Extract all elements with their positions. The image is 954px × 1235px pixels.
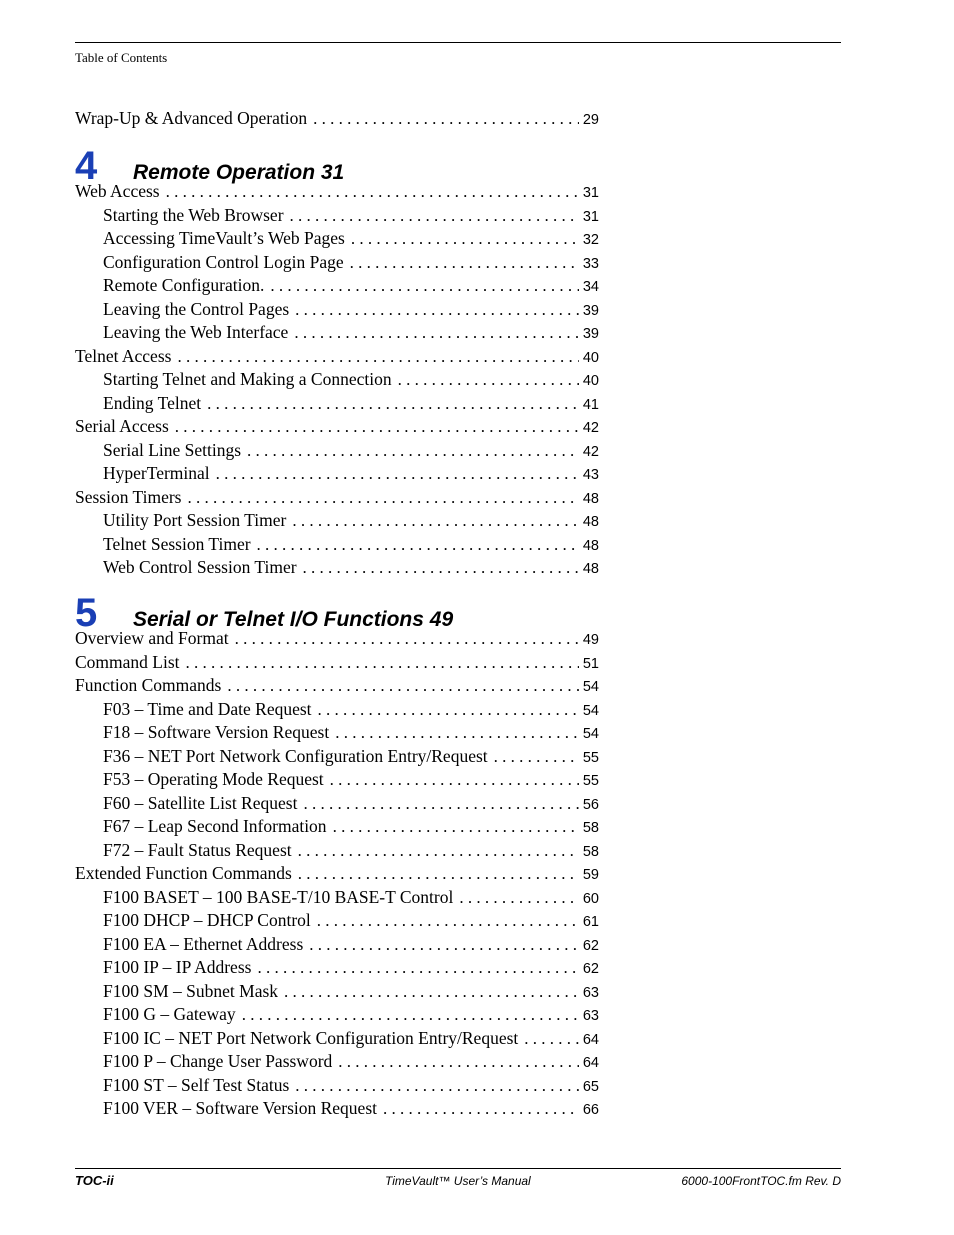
toc-entry[interactable] bbox=[103, 721, 599, 743]
toc-entry-page: 60 bbox=[582, 890, 599, 907]
toc-entry[interactable] bbox=[103, 368, 599, 390]
toc-entry-title: F100 IC – NET Port Network Configuration Entry/Request bbox=[103, 1027, 519, 1048]
toc-entry-page: 31 bbox=[582, 185, 599, 201]
chapter-number: 5 bbox=[75, 591, 98, 635]
toc-entry-title: Remote Configuration. bbox=[103, 275, 265, 295]
toc-entry-title: F18 – Software Version Request bbox=[103, 722, 330, 742]
toc-entry[interactable] bbox=[103, 933, 599, 955]
toc-entry-page: 54 bbox=[582, 702, 599, 719]
toc-entry-title: F53 – Operating Mode Request bbox=[103, 769, 324, 789]
dot-leader bbox=[251, 957, 578, 978]
dot-leader bbox=[392, 369, 579, 390]
toc-entry-page: 48 bbox=[582, 561, 599, 577]
toc-entry-page: 48 bbox=[582, 537, 599, 554]
toc-entry-title: F100 EA – Ethernet Address bbox=[103, 933, 304, 954]
toc-entry-title: Command List bbox=[75, 651, 180, 672]
toc-entry-page: 55 bbox=[582, 749, 599, 766]
toc-entry[interactable] bbox=[103, 298, 599, 320]
toc-entry-title: Function Commands bbox=[75, 675, 222, 695]
toc-entry-page: 55 bbox=[582, 773, 599, 789]
running-head: Table of Contents bbox=[75, 50, 168, 65]
toc-entry-page: 48 bbox=[582, 490, 599, 507]
toc-entry[interactable] bbox=[103, 462, 599, 484]
toc-entry-title: F100 P – Change User Password bbox=[103, 1051, 333, 1071]
toc-entry-title: F36 – NET Port Network Configuration Entry/Request bbox=[103, 745, 488, 766]
toc-entry-page: 63 bbox=[582, 984, 599, 1001]
toc-entry[interactable] bbox=[103, 956, 599, 978]
toc-entry[interactable] bbox=[103, 980, 599, 1002]
footer-manual-title: TimeVault™ User’s Manual bbox=[385, 1174, 531, 1188]
dot-leader bbox=[182, 487, 579, 508]
toc-entry-title: Session Timers bbox=[75, 486, 182, 507]
toc-entry-title: F03 – Time and Date Request bbox=[103, 698, 312, 719]
dot-leader bbox=[169, 416, 579, 437]
dot-leader bbox=[236, 1004, 579, 1025]
footer-page-number: TOC-ii bbox=[75, 1173, 114, 1188]
toc-entry[interactable] bbox=[103, 1027, 599, 1049]
toc-entry-page: 41 bbox=[582, 396, 599, 413]
toc-entry-page: 54 bbox=[582, 726, 599, 742]
dot-leader bbox=[229, 628, 579, 649]
toc-entry[interactable] bbox=[75, 486, 599, 508]
chapter-number: 4 bbox=[75, 144, 98, 188]
toc-entry-page: 48 bbox=[582, 514, 599, 530]
toc-entry[interactable] bbox=[103, 556, 599, 578]
dot-leader bbox=[297, 557, 579, 578]
toc-entry[interactable] bbox=[103, 792, 599, 814]
toc-entry-title: Configuration Control Login Page bbox=[103, 251, 344, 272]
toc-entry-title: Serial Line Settings bbox=[103, 439, 242, 460]
toc-entry-page: 62 bbox=[582, 961, 599, 977]
toc-entry-page: 64 bbox=[582, 1055, 599, 1071]
toc-entry-page: 31 bbox=[582, 208, 599, 225]
toc-entry[interactable] bbox=[103, 1097, 599, 1119]
toc-entry-page: 64 bbox=[582, 1031, 599, 1048]
toc-entry[interactable] bbox=[103, 321, 599, 343]
toc-entry[interactable] bbox=[103, 439, 599, 461]
toc-entry-title: Web Access bbox=[75, 181, 160, 201]
toc-entry-title: Utility Port Session Timer bbox=[103, 510, 287, 530]
toc-entry[interactable] bbox=[103, 509, 599, 531]
toc-entry[interactable] bbox=[75, 651, 599, 673]
toc-entry[interactable] bbox=[75, 180, 599, 202]
dot-leader bbox=[292, 863, 579, 884]
toc-entry-page: 51 bbox=[582, 655, 599, 672]
dot-leader bbox=[307, 108, 579, 129]
toc-entry-page: 42 bbox=[582, 420, 599, 436]
dot-leader bbox=[312, 699, 579, 720]
toc-entry-title: F100 DHCP – DHCP Control bbox=[103, 910, 311, 930]
toc-entry[interactable] bbox=[75, 862, 599, 884]
dot-leader bbox=[180, 652, 579, 673]
toc-entry-title: F100 SM – Subnet Mask bbox=[103, 980, 279, 1001]
toc-entry-page: 32 bbox=[582, 232, 599, 248]
toc-entry-title: Web Control Session Timer bbox=[103, 557, 297, 577]
toc-entry-title: F100 ST – Self Test Status bbox=[103, 1074, 290, 1095]
toc-entry[interactable] bbox=[103, 227, 599, 249]
toc-entry-page: 56 bbox=[582, 796, 599, 813]
dot-leader bbox=[221, 675, 579, 696]
dot-leader bbox=[327, 816, 579, 837]
toc-entry[interactable] bbox=[103, 251, 599, 273]
toc-entry-title: F67 – Leap Second Information bbox=[103, 816, 327, 836]
footer-rule bbox=[75, 1168, 841, 1169]
dot-leader bbox=[324, 769, 579, 790]
toc-entry-page: 34 bbox=[582, 279, 599, 295]
dot-leader bbox=[311, 910, 579, 931]
toc-entry[interactable] bbox=[75, 627, 599, 649]
toc-entry-title: Serial Access bbox=[75, 416, 169, 436]
toc-entry[interactable] bbox=[103, 698, 599, 720]
toc-entry[interactable] bbox=[75, 345, 599, 367]
dot-leader bbox=[292, 840, 579, 861]
toc-entry-page: 58 bbox=[582, 820, 599, 836]
toc-entry-title: Starting the Web Browser bbox=[103, 204, 284, 225]
toc-entry-title: Wrap-Up & Advanced Operation bbox=[75, 108, 308, 128]
toc-entry-page: 40 bbox=[582, 349, 599, 366]
toc-entry-title: F100 G – Gateway bbox=[103, 1004, 236, 1024]
toc-entry-page: 33 bbox=[582, 255, 599, 272]
dot-leader bbox=[278, 981, 579, 1002]
toc-entry-page: 40 bbox=[582, 373, 599, 389]
toc-entry-page: 43 bbox=[582, 467, 599, 483]
toc-entry-page: 59 bbox=[582, 867, 599, 883]
toc-entry-page: 49 bbox=[582, 632, 599, 648]
toc-entry-title: Telnet Access bbox=[75, 345, 172, 366]
toc-entry-title: Ending Telnet bbox=[103, 392, 202, 413]
toc-entry-title: F100 IP – IP Address bbox=[103, 957, 252, 977]
toc-entry-page: 54 bbox=[582, 679, 599, 695]
toc-entry-page: 66 bbox=[582, 1102, 599, 1118]
toc-entry[interactable] bbox=[103, 1050, 599, 1072]
dot-leader bbox=[345, 228, 579, 249]
toc-entry-page: 29 bbox=[582, 112, 599, 128]
toc-entry-page: 62 bbox=[582, 937, 599, 954]
dot-leader bbox=[297, 793, 578, 814]
toc-entry[interactable] bbox=[103, 274, 599, 296]
dot-leader bbox=[303, 934, 579, 955]
toc-entry-title: Leaving the Control Pages bbox=[103, 298, 290, 319]
toc-entry[interactable] bbox=[103, 204, 599, 226]
toc-entry[interactable] bbox=[103, 815, 599, 837]
toc-entry-title: Telnet Session Timer bbox=[103, 533, 251, 554]
dot-leader bbox=[286, 510, 579, 531]
chapter-title: Serial or Telnet I/O Functions 49 bbox=[133, 608, 454, 631]
toc-entry[interactable] bbox=[75, 107, 599, 129]
toc-entry[interactable] bbox=[75, 674, 599, 696]
dot-leader bbox=[488, 746, 579, 767]
dot-leader bbox=[344, 252, 579, 273]
dot-leader bbox=[288, 322, 579, 343]
chapter-title: Remote Operation 31 bbox=[133, 161, 345, 184]
toc-entry-title: F60 – Satellite List Request bbox=[103, 792, 298, 813]
toc-entry-title: Extended Function Commands bbox=[75, 863, 292, 883]
dot-leader bbox=[251, 534, 579, 555]
dot-leader bbox=[377, 1098, 579, 1119]
toc-entry-page: 65 bbox=[582, 1078, 599, 1095]
toc-entry[interactable] bbox=[103, 909, 599, 931]
dot-leader bbox=[332, 1051, 579, 1072]
toc-entry[interactable] bbox=[75, 415, 599, 437]
dot-leader bbox=[329, 722, 579, 743]
toc-entry-page: 39 bbox=[582, 326, 599, 342]
dot-leader bbox=[210, 463, 579, 484]
dot-leader bbox=[284, 205, 579, 226]
toc-entry-page: 58 bbox=[582, 843, 599, 860]
toc-entry[interactable] bbox=[103, 533, 599, 555]
toc-entry[interactable] bbox=[103, 745, 599, 767]
dot-leader bbox=[171, 346, 578, 367]
toc-entry-title: F72 – Fault Status Request bbox=[103, 839, 292, 860]
toc-entry-page: 61 bbox=[582, 914, 599, 930]
toc-entry-title: Overview and Format bbox=[75, 628, 229, 648]
toc-entry-page: 42 bbox=[582, 443, 599, 460]
toc-entry-title: HyperTerminal bbox=[103, 463, 210, 483]
toc-entry-page: 63 bbox=[582, 1008, 599, 1024]
toc-entry-title: F100 VER – Software Version Request bbox=[103, 1098, 377, 1118]
dot-leader bbox=[241, 440, 579, 461]
dot-leader bbox=[453, 887, 579, 908]
toc-entry[interactable] bbox=[103, 392, 599, 414]
dot-leader bbox=[201, 393, 579, 414]
toc-entry[interactable] bbox=[103, 1003, 599, 1025]
dot-leader bbox=[264, 275, 578, 296]
toc-entry[interactable] bbox=[103, 886, 599, 908]
toc-entry[interactable] bbox=[103, 1074, 599, 1096]
dot-leader bbox=[518, 1028, 579, 1049]
toc-entry-title: Starting Telnet and Making a Connection bbox=[103, 369, 392, 389]
dot-leader bbox=[289, 299, 579, 320]
toc-entry-page: 39 bbox=[582, 302, 599, 319]
toc-entry[interactable] bbox=[103, 839, 599, 861]
toc-entry-title: F100 BASET – 100 BASE-T/10 BASE-T Control bbox=[103, 886, 454, 907]
dot-leader bbox=[289, 1075, 579, 1096]
dot-leader bbox=[160, 181, 579, 202]
toc-entry-title: Leaving the Web Interface bbox=[103, 322, 289, 342]
toc-entry[interactable] bbox=[103, 768, 599, 790]
footer-file-info: 6000-100FrontTOC.fm Rev. D bbox=[681, 1174, 841, 1188]
toc-entry-title: Accessing TimeVault’s Web Pages bbox=[103, 228, 345, 248]
header-rule bbox=[75, 42, 841, 43]
